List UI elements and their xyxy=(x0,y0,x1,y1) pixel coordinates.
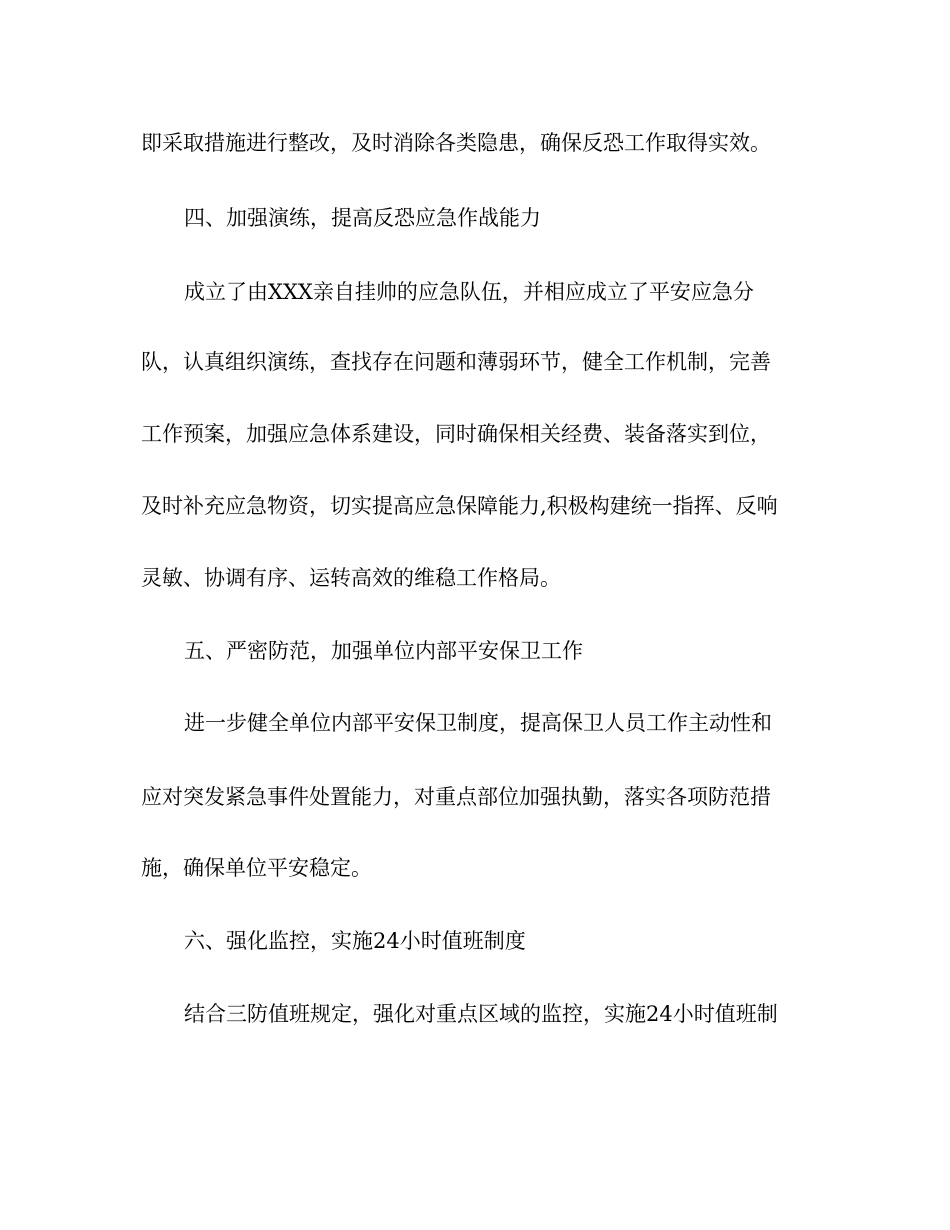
paragraph-line: 灵敏、协调有序、运转高效的维稳工作格局。 xyxy=(141,566,561,590)
section-heading: 五、严密防范，加强单位内部平安保卫工作 xyxy=(184,639,583,663)
paragraph-line: 成立了由XXX亲自挂帅的应急队伍，并相应成立了平安应急分 xyxy=(184,280,754,304)
paragraph-line: 工作预案，加强应急体系建设，同时确保相关经费、装备落实到位， xyxy=(141,422,771,446)
section-heading: 四、加强演练，提高反恐应急作战能力 xyxy=(184,206,541,230)
paragraph-line: 即采取措施进行整改，及时消除各类隐患，确保反恐工作取得实效。 xyxy=(141,131,771,155)
paragraph-line: 进一步健全单位内部平安保卫制度，提高保卫人员工作主动性和 xyxy=(184,711,772,735)
paragraph-line: 施，确保单位平安稳定。 xyxy=(141,856,372,880)
paragraph-line: 队，认真组织演练，查找存在问题和薄弱环节，健全工作机制，完善 xyxy=(141,350,771,374)
paragraph-line: 结合三防值班规定，强化对重点区域的监控，实施24小时值班制 xyxy=(184,1002,778,1026)
section-heading: 六、强化监控，实施24小时值班制度 xyxy=(184,929,526,953)
paragraph-line: 及时补充应急物资，切实提高应急保障能力,积极构建统一指挥、反响 xyxy=(141,494,778,518)
paragraph-line: 应对突发紧急事件处置能力，对重点部位加强执勤，落实各项防范措 xyxy=(141,785,771,809)
